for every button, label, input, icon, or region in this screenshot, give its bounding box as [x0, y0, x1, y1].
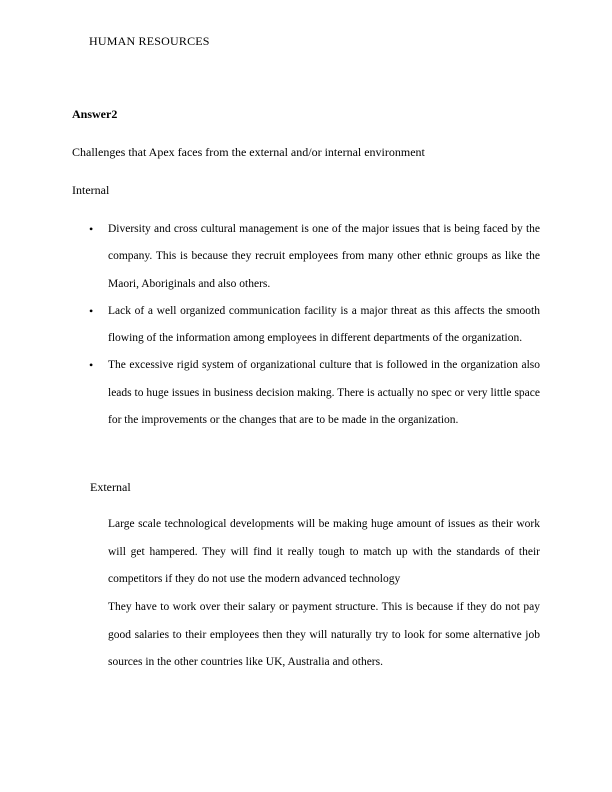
list-item-text: Diversity and cross cultural management is one of the major issues that is being faced by the company. This is because they recruit employees from many other ethnic groups as like the Maori, Aboriginals and also others. — [108, 223, 540, 290]
bullet-icon: • — [89, 222, 94, 236]
section-heading: Answer2 — [72, 107, 118, 121]
list-item — [89, 216, 540, 298]
page-number-badge: 3 — [531, 36, 604, 49]
internal-challenges-list — [89, 216, 540, 434]
list-item — [89, 352, 540, 434]
list-item — [89, 298, 540, 353]
bullet-icon: • — [89, 303, 94, 318]
external-label: External — [90, 480, 131, 494]
bullet-icon: • — [89, 358, 94, 373]
external-paragraph: They have to work over their salary or payment structure. This is because if they do not pay good salaries to their employees then they will naturally try to look for some alternative job sources in the other countries like UK, Australia and others. — [108, 601, 540, 668]
list-item-text: The excessive rigid system of organizational culture that is followed in the organization also leads to huge issues in business decision making. There is actually no spec or very little space for the improvements or the changes that are to be made in the organization. — [108, 359, 540, 427]
list-item-text: Lack of a well organized communication facility is a major threat as this affects the smooth flowing of the information among employees in different departments of the organization. — [108, 304, 540, 345]
external-paragraph: Large scale technological developments will be making huge amount of issues as their work will get hampered. They will find it really tough to match up with the standards of their competitors if they do not use the modern advanced technology — [108, 518, 540, 585]
internal-label: Internal — [72, 183, 110, 197]
intro-paragraph: Challenges that Apex faces from the external and/or internal environment — [72, 145, 425, 159]
running-header-title: HUMAN RESOURCES — [89, 34, 210, 48]
